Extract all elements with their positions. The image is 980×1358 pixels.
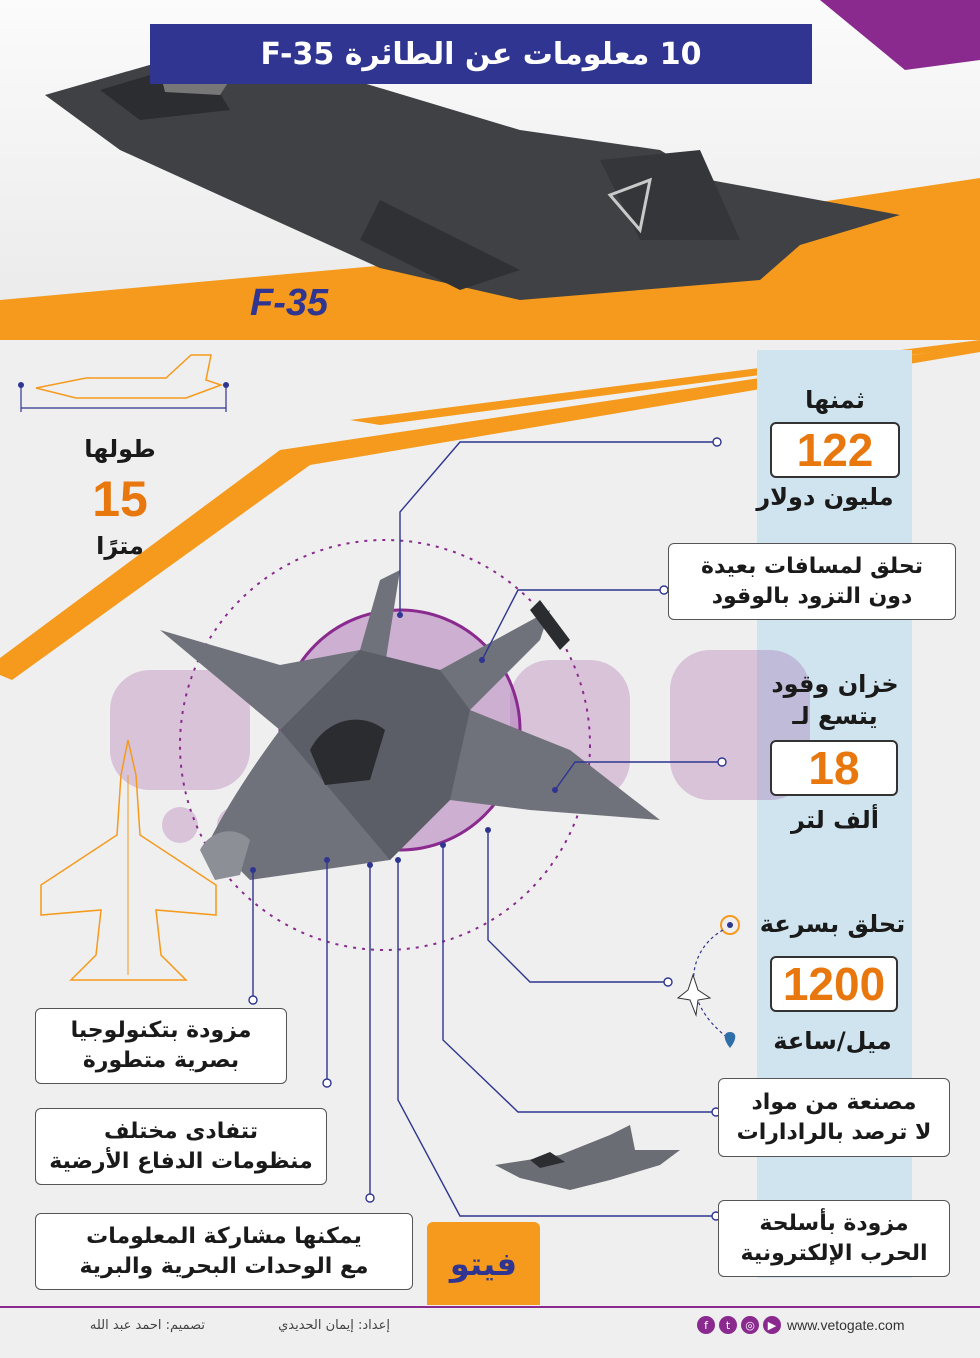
footer-social: [697, 1316, 905, 1334]
range-line2: دون التزود بالوقود: [711, 583, 913, 609]
brand-logo: [427, 1222, 540, 1305]
stealth-info-box: [718, 1078, 950, 1157]
fuel-line2: يتسع لـ: [792, 702, 878, 730]
length-label: طولها: [84, 435, 156, 463]
range-line1: تحلق لمسافات بعيدة: [700, 553, 924, 579]
small-jet-illustration: [490, 1120, 685, 1200]
range-info-box: [668, 543, 956, 620]
twitter-icon[interactable]: t: [719, 1316, 737, 1334]
fuel-value: 18: [770, 740, 898, 796]
brand-logo-text: فيتو: [449, 1244, 518, 1283]
speed-value: 1200: [770, 956, 898, 1012]
facebook-icon[interactable]: f: [697, 1316, 715, 1334]
fuel-line1: خزان وقود: [771, 670, 899, 698]
stealth-line2: لا ترصد بالرادارات: [736, 1119, 932, 1145]
price-label: ثمنها: [805, 386, 865, 414]
optics-line1: مزودة بتكنولوجيا: [70, 1018, 252, 1044]
design-by: تصميم: احمد عبد الله: [89, 1318, 205, 1333]
location-pin-icon: [725, 1032, 736, 1048]
optics-info-box: [35, 1008, 287, 1084]
speed-label: تحلق بسرعة: [759, 910, 906, 938]
jet-top-outline: [36, 735, 221, 985]
optics-line2: بصرية متطورة: [82, 1048, 240, 1073]
footer-divider: [0, 1306, 980, 1308]
stealth-line1: مصنعة من مواد: [751, 1089, 917, 1115]
plane-label: F-35: [250, 282, 329, 324]
instagram-icon[interactable]: ◎: [741, 1316, 759, 1334]
sharing-info-box: [35, 1213, 413, 1290]
sharing-line2: مع الوحدات البحرية والبرية: [79, 1253, 369, 1279]
ewar-info-box: [718, 1200, 950, 1277]
youtube-icon[interactable]: ▶: [763, 1316, 781, 1334]
ewar-line2: الحرب الإلكترونية: [740, 1240, 928, 1266]
website-link[interactable]: www.vetogate.com: [787, 1317, 905, 1333]
price-unit: مليون دولار: [756, 483, 894, 511]
prepared-by: إعداد: إيمان الحديدي: [278, 1318, 390, 1333]
fuel-unit: ألف لتر: [791, 806, 879, 834]
jet-side-outline: [16, 350, 236, 415]
ewar-line1: مزودة بأسلحة: [759, 1210, 909, 1236]
length-value: 15: [92, 471, 148, 527]
sharing-line1: يمكنها مشاركة المعلومات: [86, 1223, 362, 1249]
length-unit: مترًا: [96, 532, 144, 560]
flight-path-graphic: [668, 910, 758, 1060]
price-value: 122: [770, 422, 900, 478]
air-defense-info-box: [35, 1108, 327, 1185]
speed-unit: ميل/ساعة: [773, 1027, 892, 1055]
air-defense-line2: منظومات الدفاع الأرضية: [49, 1148, 313, 1174]
page-title: 10 معلومات عن الطائرة F-35: [150, 24, 812, 84]
air-defense-line1: تتفادى مختلف: [103, 1118, 259, 1144]
